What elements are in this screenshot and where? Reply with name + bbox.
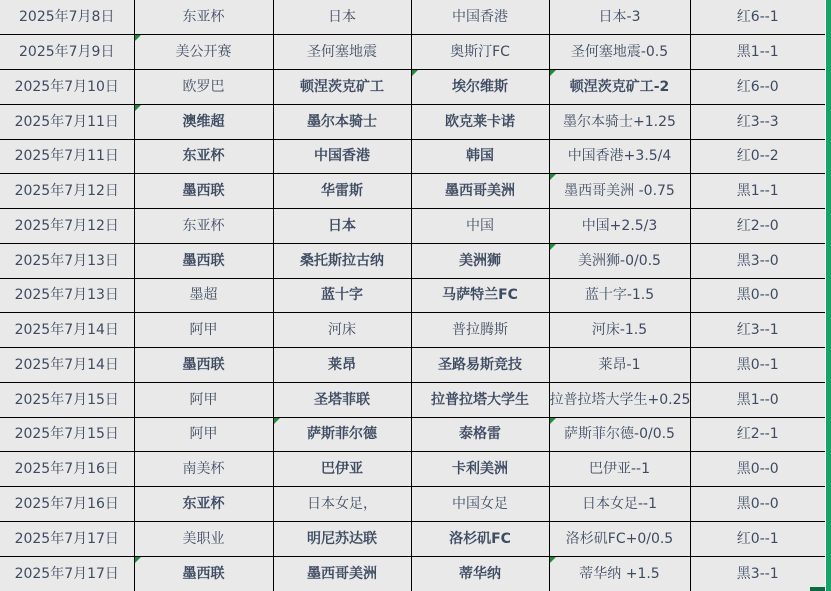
- cell-text: 黑0--0: [736, 287, 779, 304]
- scroll-indicator: [810, 587, 825, 591]
- comment-marker-icon: [550, 70, 556, 76]
- cell-date[interactable]: [0, 0, 134, 35]
- cell-away-team[interactable]: [411, 452, 549, 487]
- cell-text: 蓝十字: [321, 287, 363, 304]
- cell-result[interactable]: [690, 0, 825, 35]
- cell-text: 南美杯: [182, 461, 225, 478]
- cell-text: 东亚杯: [182, 148, 225, 165]
- cell-text: 墨尔本骑士: [307, 113, 377, 130]
- cell-away-team[interactable]: [411, 104, 549, 139]
- cell-text: 墨西联: [182, 183, 225, 200]
- cell-result[interactable]: [690, 139, 825, 174]
- cell-text: 东亚杯: [182, 217, 225, 234]
- comment-marker-icon: [550, 418, 556, 424]
- cell-text: 黑0--0: [736, 495, 779, 512]
- table-row: [0, 243, 825, 278]
- cell-result[interactable]: [690, 487, 825, 522]
- cell-handicap[interactable]: [549, 521, 690, 556]
- cell-league[interactable]: [134, 452, 273, 487]
- cell-away-team[interactable]: [411, 35, 549, 70]
- cell-result[interactable]: [690, 313, 825, 348]
- comment-marker-icon: [274, 418, 280, 424]
- cell-text: 蓝十字-1.5: [584, 287, 655, 304]
- cell-text: 2025年7月12日: [14, 183, 119, 200]
- cell-home-team[interactable]: [273, 209, 411, 244]
- cell-date[interactable]: [0, 452, 134, 487]
- cell-text: 阿甲: [189, 322, 218, 339]
- cell-text: 蒂华纳: [459, 565, 501, 582]
- cell-result[interactable]: [690, 382, 825, 417]
- comment-marker-icon: [135, 35, 141, 41]
- cell-text: 墨西哥美洲: [307, 565, 377, 582]
- cell-text: 红6--1: [736, 9, 779, 26]
- cell-date[interactable]: [0, 35, 134, 70]
- cell-text: 美洲狮-0/0.5: [578, 252, 661, 269]
- cell-text: 欧克莱卡诺: [445, 113, 515, 130]
- cell-text: 2025年7月17日: [14, 565, 119, 582]
- cell-text: 2025年7月14日: [14, 322, 119, 339]
- cell-text: 顿涅茨克矿工: [300, 78, 384, 95]
- cell-away-team[interactable]: [411, 313, 549, 348]
- cell-league[interactable]: [134, 313, 273, 348]
- cell-text: 圣塔菲联: [314, 391, 370, 408]
- cell-text: 澳维超: [182, 113, 225, 130]
- cell-text: 2025年7月16日: [14, 461, 119, 478]
- cell-text: 中国: [466, 217, 494, 234]
- comment-marker-icon: [550, 244, 556, 250]
- cell-text: 拉普拉塔大学生+0.25: [549, 391, 691, 408]
- cell-text: 2025年7月17日: [14, 530, 119, 547]
- cell-text: 黑1--1: [736, 44, 779, 61]
- cell-date[interactable]: [0, 417, 134, 452]
- cell-text: 墨尔本骑士+1.25: [563, 113, 676, 130]
- cell-date[interactable]: [0, 139, 134, 174]
- cell-away-team[interactable]: [411, 209, 549, 244]
- cell-text: 日本-3: [598, 9, 641, 26]
- cell-text: 阿甲: [189, 426, 218, 443]
- cell-handicap[interactable]: [549, 313, 690, 348]
- cell-result[interactable]: [690, 556, 825, 591]
- cell-away-team[interactable]: [411, 174, 549, 209]
- cell-away-team[interactable]: [411, 521, 549, 556]
- cell-away-team[interactable]: [411, 70, 549, 105]
- cell-date[interactable]: [0, 313, 134, 348]
- cell-text: 红2--1: [736, 426, 779, 443]
- cell-text: 华雷斯: [321, 183, 363, 200]
- cell-handicap[interactable]: [549, 139, 690, 174]
- cell-away-team[interactable]: [411, 0, 549, 35]
- cell-text: 2025年7月15日: [14, 426, 119, 443]
- cell-league[interactable]: [134, 70, 273, 105]
- table-row: [0, 382, 825, 417]
- cell-text: 蒂华纳 +1.5: [579, 565, 660, 582]
- cell-text: 黑1--0: [736, 391, 779, 408]
- cell-text: 中国+2.5/3: [581, 217, 658, 234]
- cell-text: 黑1--1: [736, 183, 779, 200]
- cell-home-team[interactable]: [273, 382, 411, 417]
- cell-league[interactable]: [134, 104, 273, 139]
- table-row: [0, 313, 825, 348]
- cell-handicap[interactable]: [549, 35, 690, 70]
- cell-text: 墨西哥美洲: [445, 183, 515, 200]
- side-strip: [826, 0, 831, 591]
- cell-text: 东亚杯: [182, 495, 225, 512]
- cell-date[interactable]: [0, 382, 134, 417]
- cell-result[interactable]: [690, 417, 825, 452]
- cell-league[interactable]: [134, 278, 273, 313]
- cell-text: 美职业: [182, 530, 225, 547]
- cell-text: 黑3--0: [736, 252, 779, 269]
- cell-handicap[interactable]: [549, 104, 690, 139]
- cell-text: 奥斯汀FC: [450, 44, 510, 61]
- table-row: [0, 556, 825, 591]
- cell-away-team[interactable]: [411, 139, 549, 174]
- cell-league[interactable]: [134, 243, 273, 278]
- cell-text: 萨斯菲尔德: [307, 426, 377, 443]
- cell-text: 2025年7月15日: [14, 391, 119, 408]
- cell-result[interactable]: [690, 521, 825, 556]
- cell-text: 美洲狮: [459, 252, 501, 269]
- cell-result[interactable]: [690, 209, 825, 244]
- cell-text: 明尼苏达联: [307, 530, 377, 547]
- cell-result[interactable]: [690, 278, 825, 313]
- cell-text: 顿涅茨克矿工-2: [569, 78, 670, 95]
- cell-text: 日本女足，: [307, 495, 377, 512]
- cell-away-team[interactable]: [411, 556, 549, 591]
- comment-marker-icon: [135, 105, 141, 111]
- cell-home-team[interactable]: [273, 243, 411, 278]
- cell-home-team[interactable]: [273, 452, 411, 487]
- cell-text: 2025年7月8日: [19, 9, 115, 26]
- table-row: [0, 174, 825, 209]
- cell-result[interactable]: [690, 174, 825, 209]
- cell-home-team[interactable]: [273, 70, 411, 105]
- cell-text: 东亚杯: [182, 9, 225, 26]
- cell-handicap[interactable]: [549, 209, 690, 244]
- cell-text: 埃尔维斯: [452, 78, 508, 95]
- cell-date[interactable]: [0, 521, 134, 556]
- cell-handicap[interactable]: [549, 382, 690, 417]
- cell-text: 红0--2: [736, 148, 779, 165]
- cell-text: 红3--3: [736, 113, 779, 130]
- cell-text: 洛杉矶FC: [449, 530, 511, 547]
- cell-handicap[interactable]: [549, 243, 690, 278]
- cell-text: 红2--0: [736, 217, 779, 234]
- cell-text: 河床-1.5: [591, 322, 648, 339]
- table-row: [0, 104, 825, 139]
- cell-text: 黑0--1: [736, 356, 779, 373]
- cell-date[interactable]: [0, 348, 134, 383]
- cell-league[interactable]: [134, 417, 273, 452]
- cell-text: 墨超: [189, 287, 218, 304]
- table-row: [0, 452, 825, 487]
- cell-text: 墨西哥美洲 -0.75: [564, 183, 675, 200]
- cell-date[interactable]: [0, 104, 134, 139]
- cell-text: 2025年7月9日: [19, 44, 115, 61]
- cell-text: 中国香港: [314, 148, 370, 165]
- cell-text: 2025年7月13日: [14, 252, 119, 269]
- cell-home-team[interactable]: [273, 0, 411, 35]
- cell-result[interactable]: [690, 452, 825, 487]
- cell-away-team[interactable]: [411, 417, 549, 452]
- table-row: [0, 521, 825, 556]
- cell-date[interactable]: [0, 209, 134, 244]
- cell-text: 日本女足--1: [581, 495, 657, 512]
- cell-league[interactable]: [134, 139, 273, 174]
- cell-league[interactable]: [134, 487, 273, 522]
- cell-home-team[interactable]: [273, 35, 411, 70]
- cell-date[interactable]: [0, 243, 134, 278]
- cell-text: 拉普拉塔大学生: [431, 391, 529, 408]
- table-row: [0, 348, 825, 383]
- cell-date[interactable]: [0, 70, 134, 105]
- cell-text: 2025年7月14日: [14, 356, 119, 373]
- cell-away-team[interactable]: [411, 278, 549, 313]
- cell-text: 莱昂: [328, 356, 356, 373]
- cell-result[interactable]: [690, 348, 825, 383]
- table-row: [0, 70, 825, 105]
- cell-league[interactable]: [134, 0, 273, 35]
- cell-handicap[interactable]: [549, 452, 690, 487]
- cell-text: 中国香港: [452, 9, 508, 26]
- cell-text: 红3--1: [736, 322, 779, 339]
- cell-handicap[interactable]: [549, 70, 690, 105]
- cell-date[interactable]: [0, 174, 134, 209]
- cell-home-team[interactable]: [273, 348, 411, 383]
- cell-text: 墨西联: [182, 565, 225, 582]
- cell-handicap[interactable]: [549, 417, 690, 452]
- cell-text: 阿甲: [189, 391, 218, 408]
- cell-text: 圣何塞地震: [307, 44, 377, 61]
- cell-date[interactable]: [0, 487, 134, 522]
- cell-handicap[interactable]: [549, 0, 690, 35]
- cell-text: 萨斯菲尔德-0/0.5: [564, 426, 675, 443]
- cell-text: 黑3--1: [736, 565, 779, 582]
- cell-home-team[interactable]: [273, 174, 411, 209]
- cell-text: 巴伊亚--1: [588, 461, 650, 478]
- table-row: [0, 487, 825, 522]
- table-row: [0, 278, 825, 313]
- cell-league[interactable]: [134, 209, 273, 244]
- cell-league[interactable]: [134, 382, 273, 417]
- cell-text: 黑0--0: [736, 461, 779, 478]
- cell-text: 中国香港+3.5/4: [567, 148, 672, 165]
- cell-handicap[interactable]: [549, 278, 690, 313]
- comment-marker-icon: [412, 70, 418, 76]
- table-row: [0, 209, 825, 244]
- cell-away-team[interactable]: [411, 382, 549, 417]
- cell-home-team[interactable]: [273, 487, 411, 522]
- cell-league[interactable]: [134, 174, 273, 209]
- comment-marker-icon: [550, 174, 556, 180]
- table-row: [0, 139, 825, 174]
- cell-text: 普拉腾斯: [452, 322, 508, 339]
- cell-text: 莱昂-1: [598, 356, 641, 373]
- table-row: [0, 417, 825, 452]
- cell-away-team[interactable]: [411, 243, 549, 278]
- cell-text: 韩国: [466, 148, 494, 165]
- cell-text: 2025年7月16日: [14, 495, 119, 512]
- cell-home-team[interactable]: [273, 104, 411, 139]
- cell-result[interactable]: [690, 35, 825, 70]
- cell-home-team[interactable]: [273, 417, 411, 452]
- cell-league[interactable]: [134, 348, 273, 383]
- cell-home-team[interactable]: [273, 313, 411, 348]
- cell-text: 美公开赛: [175, 44, 232, 61]
- cell-text: 2025年7月12日: [14, 217, 119, 234]
- cell-home-team[interactable]: [273, 556, 411, 591]
- cell-text: 2025年7月13日: [14, 287, 119, 304]
- cell-text: 泰格雷: [459, 426, 501, 443]
- cell-text: 墨西联: [182, 356, 225, 373]
- cell-text: 马萨特兰FC: [442, 287, 518, 304]
- cell-text: 2025年7月10日: [14, 78, 119, 95]
- cell-away-team[interactable]: [411, 487, 549, 522]
- cell-date[interactable]: [0, 556, 134, 591]
- cell-text: 巴伊亚: [321, 461, 363, 478]
- cell-text: 卡利美洲: [452, 461, 508, 478]
- cell-text: 2025年7月11日: [14, 113, 119, 130]
- cell-text: 欧罗巴: [182, 78, 225, 95]
- cell-result[interactable]: [690, 70, 825, 105]
- table-row: [0, 35, 825, 70]
- cell-handicap[interactable]: [549, 487, 690, 522]
- cell-text: 墨西联: [182, 252, 225, 269]
- cell-home-team[interactable]: [273, 278, 411, 313]
- comment-marker-icon: [135, 557, 141, 563]
- cell-away-team[interactable]: [411, 348, 549, 383]
- cell-text: 日本: [328, 217, 356, 234]
- cell-result[interactable]: [690, 104, 825, 139]
- cell-text: 日本: [328, 9, 356, 26]
- cell-text: 圣何塞地震-0.5: [570, 44, 669, 61]
- cell-text: 圣路易斯竞技: [438, 356, 522, 373]
- cell-text: 洛杉矶FC+0/0.5: [565, 530, 674, 547]
- cell-league[interactable]: [134, 35, 273, 70]
- cell-text: 河床: [328, 322, 356, 339]
- cell-home-team[interactable]: [273, 139, 411, 174]
- cell-text: 中国女足: [452, 495, 508, 512]
- cell-league[interactable]: [134, 556, 273, 591]
- cell-date[interactable]: [0, 278, 134, 313]
- cell-league[interactable]: [134, 521, 273, 556]
- cell-handicap[interactable]: [549, 556, 690, 591]
- cell-result[interactable]: [690, 243, 825, 278]
- cell-handicap[interactable]: [549, 174, 690, 209]
- table-row: [0, 0, 825, 35]
- comment-marker-icon: [550, 557, 556, 563]
- cell-text: 红0--1: [736, 530, 779, 547]
- cell-text: 红6--0: [736, 78, 779, 95]
- cell-text: 2025年7月11日: [14, 148, 119, 165]
- cell-handicap[interactable]: [549, 348, 690, 383]
- cell-text: 桑托斯拉古纳: [300, 252, 384, 269]
- cell-home-team[interactable]: [273, 521, 411, 556]
